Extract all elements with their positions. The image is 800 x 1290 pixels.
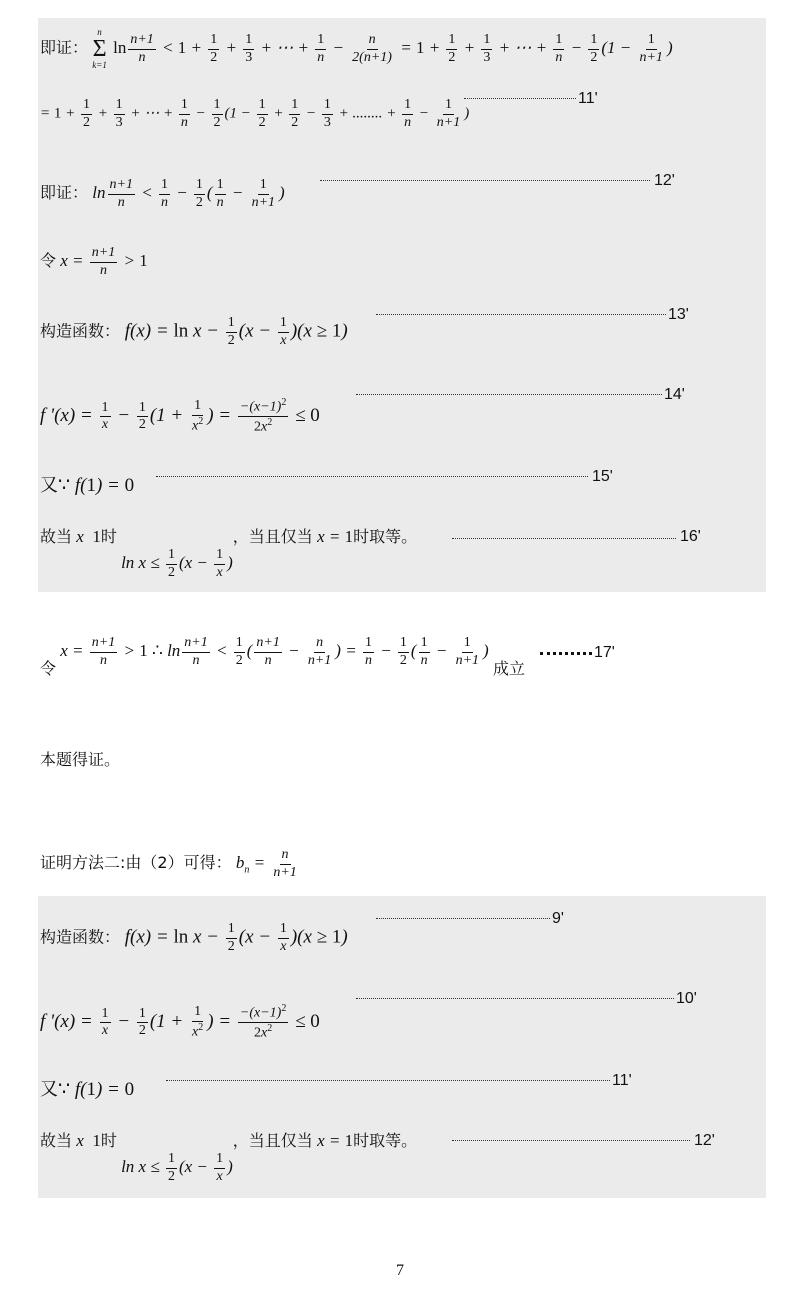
method2-heading: 证明方法二:由（2）可得： $b_n$ = $\frac{n}{n+1}$ (40, 847, 297, 880)
page-number: 7 (396, 1262, 404, 1279)
score-mark: 12' (654, 172, 675, 189)
score-mark: 9' (552, 910, 564, 927)
score-leader (464, 98, 576, 99)
score-leader (452, 1140, 690, 1141)
score-mark: 11' (612, 1072, 632, 1089)
eq-line-5: 构造函数： f(x) = ln x − $\frac{1}{2}$ (x − $\frac{1}{x}$ )(x ≥ 1) (40, 315, 348, 348)
eq-line-1: 即证： n Σ k=1 ln $\frac{n+1}{n}$ < 1 + $\frac{1}{2}$ + $\frac{1}{3}$ + ⋯ + $\frac{1}{n}$ − $\frac{n}{2(n+1)}$ = 1 + $\frac{1}{2}$ + $\frac{1}{3}$ + ⋯ + $\frac{1}{n}$ − $\frac{1}{2}$ (1 − $\frac{1}{n+1}$ ) (40, 27, 673, 70)
score-mark: 12' (694, 1132, 715, 1149)
eq-line-3: 即证： ln $\frac{n+1}{n}$ < $\frac{1}{n}$ − $\frac{1}{2}$ ( $\frac{1}{n}$ − $\frac{1}{n+1}$ ) (40, 177, 285, 210)
score-leader (540, 652, 592, 655)
score-leader (376, 918, 550, 919)
score-mark: 16' (680, 528, 701, 545)
score-mark: 13' (668, 306, 689, 323)
score-mark: 10' (676, 990, 697, 1007)
score-leader (452, 538, 676, 539)
eq-line-15: 故当 x 1时 ln x ≤ $\frac{1}{2}$ (x − $\frac{1}{x}$ )，当且仅当 x = 1时取等。 (40, 1131, 418, 1184)
score-mark: 15' (592, 468, 613, 485)
eq-line-9: 令 x = $\frac{n+1}{n}$ > 1 ∴ ln $\frac{n+1}{n}$ < $\frac{1}{2}$ ( $\frac{n+1}{n}$ − $\frac{n}{n+1}$ ) = $\frac{1}{n}$ − $\frac{1}{2}$ ( $\frac{1}{n}$ − $\frac{1}{n+1}$ ) 成立 (40, 635, 525, 679)
eq-line-4: 令 x = $\frac{n+1}{n}$ > 1 (40, 245, 148, 278)
conclusion-text: 本题得证。 (40, 750, 121, 769)
score-mark: 17' (594, 644, 615, 661)
score-leader (166, 1080, 610, 1081)
eq-line-6: f '(x) = $\frac{1}{x}$ − $\frac{1}{2}$ (1 + $\frac{1}{x^2}$ ) = $\frac{-(x-1)^2}{2x^2}$ ≤ 0 (40, 397, 320, 435)
score-leader (320, 180, 650, 181)
score-leader (376, 314, 666, 315)
score-mark: 11' (578, 90, 598, 107)
eq-line-8: 故当 x 1时 ln x ≤ $\frac{1}{2}$ (x − $\frac{1}{x}$ )，当且仅当 x = 1时取等。 (40, 527, 418, 580)
eq-line-13: f '(x) = $\frac{1}{x}$ − $\frac{1}{2}$ (1 + $\frac{1}{x^2}$ ) = $\frac{-(x-1)^2}{2x^2}$ ≤ 0 (40, 1003, 320, 1041)
score-leader (156, 476, 588, 477)
eq-line-7: 又∵ f(1) = 0 (40, 475, 135, 496)
eq-line-12: 构造函数： f(x) = ln x − $\frac{1}{2}$ (x − $\frac{1}{x}$ )(x ≥ 1) (40, 921, 348, 954)
score-leader (356, 394, 662, 395)
eq-line-14: 又∵ f(1) = 0 (40, 1079, 135, 1100)
score-leader (356, 998, 674, 999)
eq-line-2: = 1 + $\frac{1}{2}$ + $\frac{1}{3}$ + ⋯ + $\frac{1}{n}$ − $\frac{1}{2}$ (1 − $\frac{1}{2}$ + $\frac{1}{2}$ − $\frac{1}{3}$ + ........ + $\frac{1}{n}$ − $\frac{1}{n+1}$ ) (40, 97, 470, 130)
score-mark: 14' (664, 386, 685, 403)
